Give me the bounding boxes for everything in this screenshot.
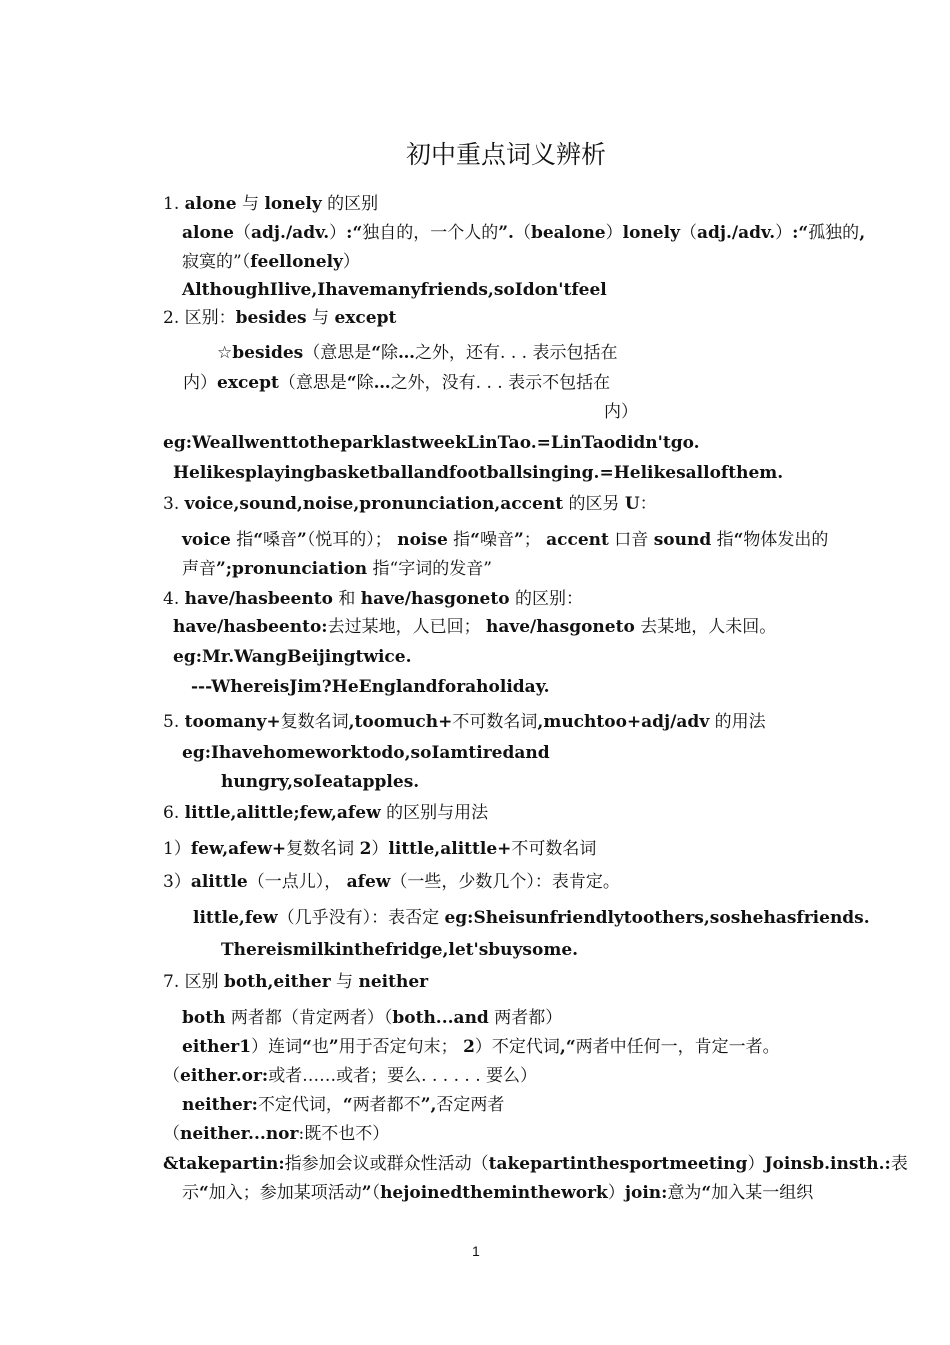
bold-text-run: both [182, 1008, 226, 1028]
bold-text-run: “ [371, 343, 382, 363]
text-run: 之外，还有. . . 表示包括在 [415, 343, 618, 363]
bold-text-run: join: [624, 1183, 668, 1203]
bold-text-run: alone [184, 194, 237, 214]
text-line [163, 307, 396, 329]
text-line [182, 251, 360, 273]
bold-text-run: bealone [530, 223, 606, 243]
text-line [182, 1094, 504, 1116]
text-line [182, 222, 865, 244]
text-run: （一点儿）， [247, 872, 347, 892]
text-run: 1. [163, 194, 185, 214]
text-run: 寂寞的”（ [182, 252, 251, 272]
text-line [163, 1123, 389, 1145]
text-line [183, 372, 610, 394]
text-run: 7. 区别 [163, 972, 225, 992]
text-run: 指参加会议或群众性活动（ [284, 1154, 489, 1174]
text-line [182, 1007, 562, 1029]
bold-text-run: either.or: [180, 1066, 269, 1086]
text-line [182, 558, 492, 580]
bold-text-run: have/hasbeento: [173, 617, 328, 637]
bold-text-run: neither: [182, 1095, 258, 1115]
bold-text-run: have/hasbeento [184, 589, 333, 609]
text-run: ） [605, 223, 623, 243]
bold-text-run: feellonely [250, 252, 343, 272]
bold-text-run: ” [297, 530, 307, 550]
text-run: ） [747, 1154, 765, 1174]
text-run: 内） [183, 373, 217, 393]
text-line [163, 588, 583, 610]
text-run: 4. [163, 589, 185, 609]
bold-text-run: “ [733, 530, 744, 550]
bold-text-run: both,either [224, 972, 331, 992]
bold-text-run: alone [182, 223, 234, 243]
text-run: （意思是 [278, 373, 347, 393]
bold-text-run: voice [182, 530, 231, 550]
text-run: 两者中任何一，肯定一者。 [575, 1037, 780, 1057]
bold-text-run: “ [199, 1183, 209, 1203]
bold-text-run: besides [232, 343, 304, 363]
text-line [604, 401, 638, 423]
text-run: ） [775, 223, 793, 243]
text-run: 否定两者 [436, 1095, 505, 1115]
text-run: ）不定代词 [474, 1037, 560, 1057]
text-run: ） [607, 1183, 625, 1203]
bold-text-run: hejoinedtheminthework [380, 1183, 608, 1203]
text-run: 6. [163, 803, 185, 823]
bold-text-run: afew [346, 872, 391, 892]
bold-text-run: … [373, 373, 391, 393]
text-line [221, 771, 419, 793]
bold-text-run: “ [701, 1183, 712, 1203]
text-run: 与 [306, 308, 335, 328]
text-run: 3） [163, 872, 191, 892]
text-run: 两者都） [488, 1008, 563, 1028]
text-run: 与 [330, 972, 359, 992]
text-run: ） [329, 223, 347, 243]
text-run: ）连词 [251, 1037, 303, 1057]
bold-text-run: ” [328, 1037, 339, 1057]
text-run: ； [523, 530, 547, 550]
bold-text-run: besides [235, 308, 307, 328]
text-run: 示 [182, 1183, 199, 1203]
text-run: 不可数名词 [452, 712, 538, 732]
bold-text-run: adj./adv. [696, 223, 776, 243]
text-run: 之外，没有. . . 表示不包括在 [390, 373, 611, 393]
bold-text-run: :“ [346, 223, 363, 243]
bold-text-run: ,“ [559, 1037, 576, 1057]
bold-text-run: ”;pronunciation [216, 559, 368, 579]
text-line [163, 1153, 908, 1175]
bold-text-run: ” [361, 1183, 372, 1203]
page-number: 1 [472, 1243, 480, 1259]
text-line [163, 432, 700, 454]
text-run: （ [679, 223, 697, 243]
bold-text-run: adj./adv. [251, 223, 330, 243]
text-run: 表 [890, 1154, 908, 1174]
bold-text-run: ”. [498, 223, 514, 243]
text-run: 去某地，人未回。 [634, 617, 777, 637]
text-run: 孤独的 [808, 223, 860, 243]
bold-text-run: ,muchtoo+adj/adv [537, 712, 710, 732]
bold-text-run: “ [346, 373, 357, 393]
text-run: 声音 [182, 559, 216, 579]
text-line [173, 462, 783, 484]
text-run: 5. [163, 712, 185, 732]
text-line [182, 742, 550, 764]
text-line [173, 616, 776, 638]
bold-text-run: “ [302, 1037, 312, 1057]
text-line [182, 1182, 813, 1204]
bold-text-run: sound [653, 530, 712, 550]
text-line [191, 676, 550, 698]
text-run: 内） [604, 402, 638, 422]
text-run: 两者都（肯定两者）（ [225, 1008, 393, 1028]
text-run: 独自的，一个人的 [362, 223, 499, 243]
bold-text-run: noise [397, 530, 448, 550]
text-run: 也 [311, 1037, 329, 1057]
text-line [163, 971, 428, 993]
bold-text-run: except [217, 373, 279, 393]
text-run: 的区另 [563, 494, 625, 514]
bold-text-run: little,alittle+ [388, 839, 512, 859]
text-run: 指 [447, 530, 471, 550]
text-run: 的区别与用法 [380, 803, 489, 823]
text-run: 指“字词的发音” [367, 559, 492, 579]
text-run: （ [163, 1066, 180, 1086]
text-line [163, 1065, 537, 1087]
bold-text-run: little,few [193, 908, 278, 928]
bold-text-run: ---WhereisJim?HeEnglandforaholiday. [191, 677, 550, 697]
text-run: 噪音 [479, 530, 514, 550]
bold-text-run: toomany+ [184, 712, 281, 732]
text-run: 的区别 [321, 194, 379, 214]
bold-text-run: except [334, 308, 397, 328]
bold-text-run: little,alittle;few,afew [184, 803, 381, 823]
text-run: （ [371, 1183, 381, 1203]
bold-text-run: ,toomuch+ [348, 712, 453, 732]
text-line [163, 193, 378, 215]
text-line [163, 711, 766, 733]
bold-text-run: ” [513, 530, 524, 550]
text-run: 除 [356, 373, 374, 393]
text-run: （ [234, 223, 251, 243]
bold-text-run: hungry,soIeatapples. [221, 772, 420, 792]
bold-text-run: “ [470, 530, 480, 550]
bold-text-run: eg:Sheisunfriendlytoothers,soshehasfriends. [444, 908, 870, 928]
bold-text-run: “ [253, 530, 264, 550]
text-line [182, 279, 607, 301]
text-line [182, 1036, 780, 1058]
text-run: （一些，少数几个）：表肯定。 [390, 872, 620, 892]
bold-text-run: eg:Mr.WangBeijingtwice. [173, 647, 412, 667]
text-run: 不定代词， [257, 1095, 343, 1115]
text-run: 2. 区别： [163, 308, 236, 328]
bold-text-run: both...and [392, 1008, 489, 1028]
text-line [221, 939, 578, 961]
text-run: 的用法 [709, 712, 766, 732]
text-run: 的区别： [509, 589, 583, 609]
text-run: 或者……或者；要么. . . . . . 要么） [268, 1066, 538, 1086]
bold-text-run: , [859, 223, 866, 243]
bold-text-run: voice,sound,noise,pronunciation,accent [184, 494, 564, 514]
text-run: 3. [163, 494, 185, 514]
text-run: ） [342, 252, 360, 272]
text-run: 口音 [608, 530, 654, 550]
bold-text-run: lonely [622, 223, 680, 243]
text-run: 加入；参加某项活动 [208, 1183, 362, 1203]
text-line [173, 646, 412, 668]
text-run: 除 [381, 343, 399, 363]
bold-text-run: have/hasgoneto [485, 617, 635, 637]
text-run: （几乎没有）：表否定 [277, 908, 445, 928]
bold-text-run: neither...nor [180, 1124, 299, 1144]
text-run: 指 [230, 530, 254, 550]
bold-text-run: accent [546, 530, 609, 550]
bold-text-run: 2 [359, 839, 372, 859]
text-run: 嗓音 [263, 530, 298, 550]
text-run: 1） [163, 839, 191, 859]
bold-text-run: few,afew+ [190, 839, 287, 859]
bold-text-run: 2 [463, 1037, 475, 1057]
text-line [163, 871, 620, 893]
text-line [182, 529, 828, 551]
bold-text-run: Joinsb.insth.: [764, 1154, 891, 1174]
bold-text-run: either1 [182, 1037, 252, 1057]
bold-text-run: neither [358, 972, 429, 992]
text-run: 两者都不 [352, 1095, 421, 1115]
bold-text-run: AlthoughIlive,Ihavemanyfriends,soIdon'tfeel [182, 280, 607, 300]
text-run: ） [371, 839, 389, 859]
text-run: 指 [711, 530, 734, 550]
text-run: 与 [236, 194, 265, 214]
bold-text-run: eg:Ihavehomeworktodo,soIamtiredand [182, 743, 550, 763]
bold-text-run: eg:WeallwenttotheparklastweekLinTao.=LinTaodidn'tgo. [163, 433, 700, 453]
text-run: 和 [332, 589, 361, 609]
text-line [193, 907, 870, 929]
bold-text-run: &takepartin: [163, 1154, 285, 1174]
text-run: ☆ [217, 343, 233, 363]
text-run: 加入某一组织 [711, 1183, 814, 1203]
text-line [163, 802, 488, 824]
page-title: 初中重点词义辨析 [405, 140, 606, 169]
bold-text-run: “ [342, 1095, 353, 1115]
text-run: （悦耳的）； [306, 530, 398, 550]
bold-text-run: Helikesplayingbasketballandfootballsinging.=Helikesallofthem. [173, 463, 784, 483]
bold-text-run: Thereismilkinthefridge,let'sbuysome. [221, 940, 579, 960]
text-run: 复数名词 [286, 839, 360, 859]
text-run: 用于否定句末； [338, 1037, 464, 1057]
bold-text-run: lonely [264, 194, 322, 214]
text-run: :既不也不） [298, 1124, 390, 1144]
bold-text-run: … [398, 343, 416, 363]
bold-text-run: :“ [792, 223, 809, 243]
bold-text-run: takepartinthesportmeeting [488, 1154, 748, 1174]
bold-text-run: have/hasgoneto [360, 589, 510, 609]
text-line [163, 493, 657, 515]
bold-text-run: U [624, 494, 640, 514]
text-run: 物体发出的 [743, 530, 829, 550]
text-run: 去过某地，人已回； [327, 617, 486, 637]
bold-text-run: alittle [190, 872, 248, 892]
text-line [163, 838, 596, 860]
text-run: ： [639, 494, 657, 514]
bold-text-run: ”, [420, 1095, 437, 1115]
text-run: 意为 [667, 1183, 702, 1203]
text-run: （ [163, 1124, 180, 1144]
text-run: （意思是 [303, 343, 372, 363]
text-line [217, 342, 617, 364]
text-run: 不可数名词 [511, 839, 597, 859]
text-run: （ [513, 223, 531, 243]
text-run: 复数名词 [280, 712, 349, 732]
